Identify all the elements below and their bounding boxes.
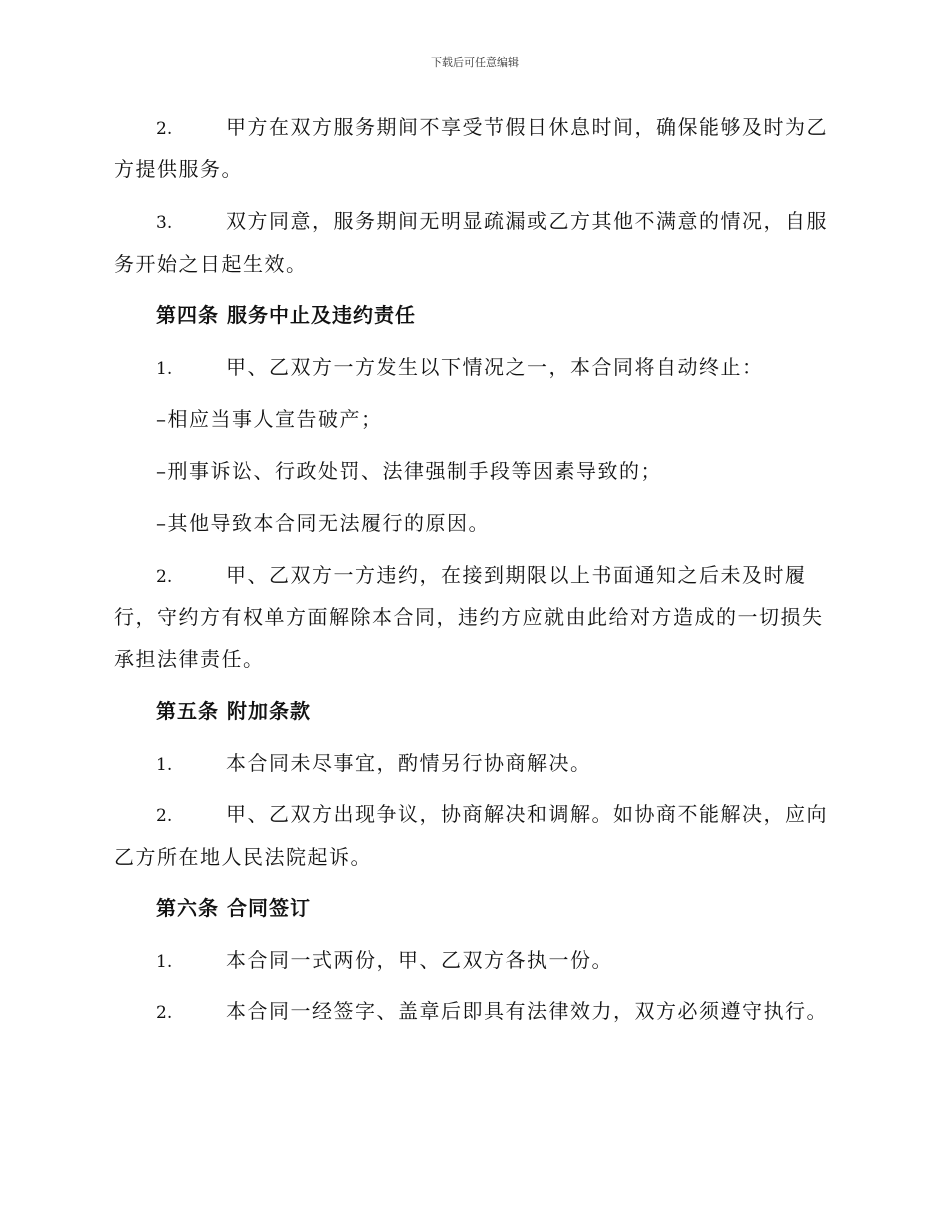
clause-number: 2. [156, 567, 173, 587]
clause-number: 3. [156, 213, 173, 233]
clause-line [156, 748, 876, 780]
clause-text: 甲、乙双方一方违约，在接到期限以上书面通知之后未及时履 [226, 563, 807, 587]
clause-line [156, 799, 876, 831]
clause-line [156, 352, 876, 384]
clause-line [156, 112, 876, 144]
clause-number: 2. [156, 806, 173, 826]
clause-line [156, 206, 876, 238]
clause-text: 双方同意，服务期间无明显疏漏或乙方其他不满意的情况，自服 [226, 209, 828, 233]
section-heading: 第四条 服务中止及违约责任 [156, 303, 416, 327]
section-heading: 第五条 附加条款 [156, 699, 311, 723]
clause-line [156, 560, 876, 592]
bullet-item: –其他导致本合同无法履行的原因。 [156, 511, 490, 535]
clause-number: 2. [156, 119, 173, 139]
clause-number: 2. [156, 1003, 173, 1023]
clause-line [156, 996, 876, 1028]
clause-continuation: 承担法律责任。 [114, 647, 265, 671]
clause-number: 1. [156, 952, 173, 972]
clause-continuation: 行，守约方有权单方面解除本合同，违约方应就由此给对方造成的一切损失 [114, 605, 824, 629]
page-header: 下载后可任意编辑 [431, 56, 519, 69]
clause-text: 甲方在双方服务期间不享受节假日休息时间，确保能够及时为乙 [226, 115, 828, 139]
clause-text: 本合同未尽事宜，酌情另行协商解决。 [226, 751, 592, 775]
bullet-item: –刑事诉讼、行政处罚、法律强制手段等因素导致的； [156, 459, 662, 483]
clause-text: 甲、乙双方一方发生以下情况之一，本合同将自动终止： [226, 355, 764, 379]
section-heading: 第六条 合同签订 [156, 896, 311, 920]
clause-continuation: 务开始之日起生效。 [114, 252, 308, 276]
clause-text: 本合同一经签字、盖章后即具有法律效力，双方必须遵守执行。 [226, 999, 828, 1023]
clause-text: 本合同一式两份，甲、乙双方各执一份。 [226, 948, 613, 972]
clause-text: 甲、乙双方出现争议，协商解决和调解。如协商不能解决，应向 [226, 802, 828, 826]
bullet-item: –相应当事人宣告破产； [156, 407, 383, 431]
clause-line [156, 945, 876, 977]
clause-number: 1. [156, 755, 173, 775]
clause-continuation: 乙方所在地人民法院起诉。 [114, 845, 372, 869]
clause-number: 1. [156, 359, 173, 379]
clause-continuation: 方提供服务。 [114, 157, 243, 181]
